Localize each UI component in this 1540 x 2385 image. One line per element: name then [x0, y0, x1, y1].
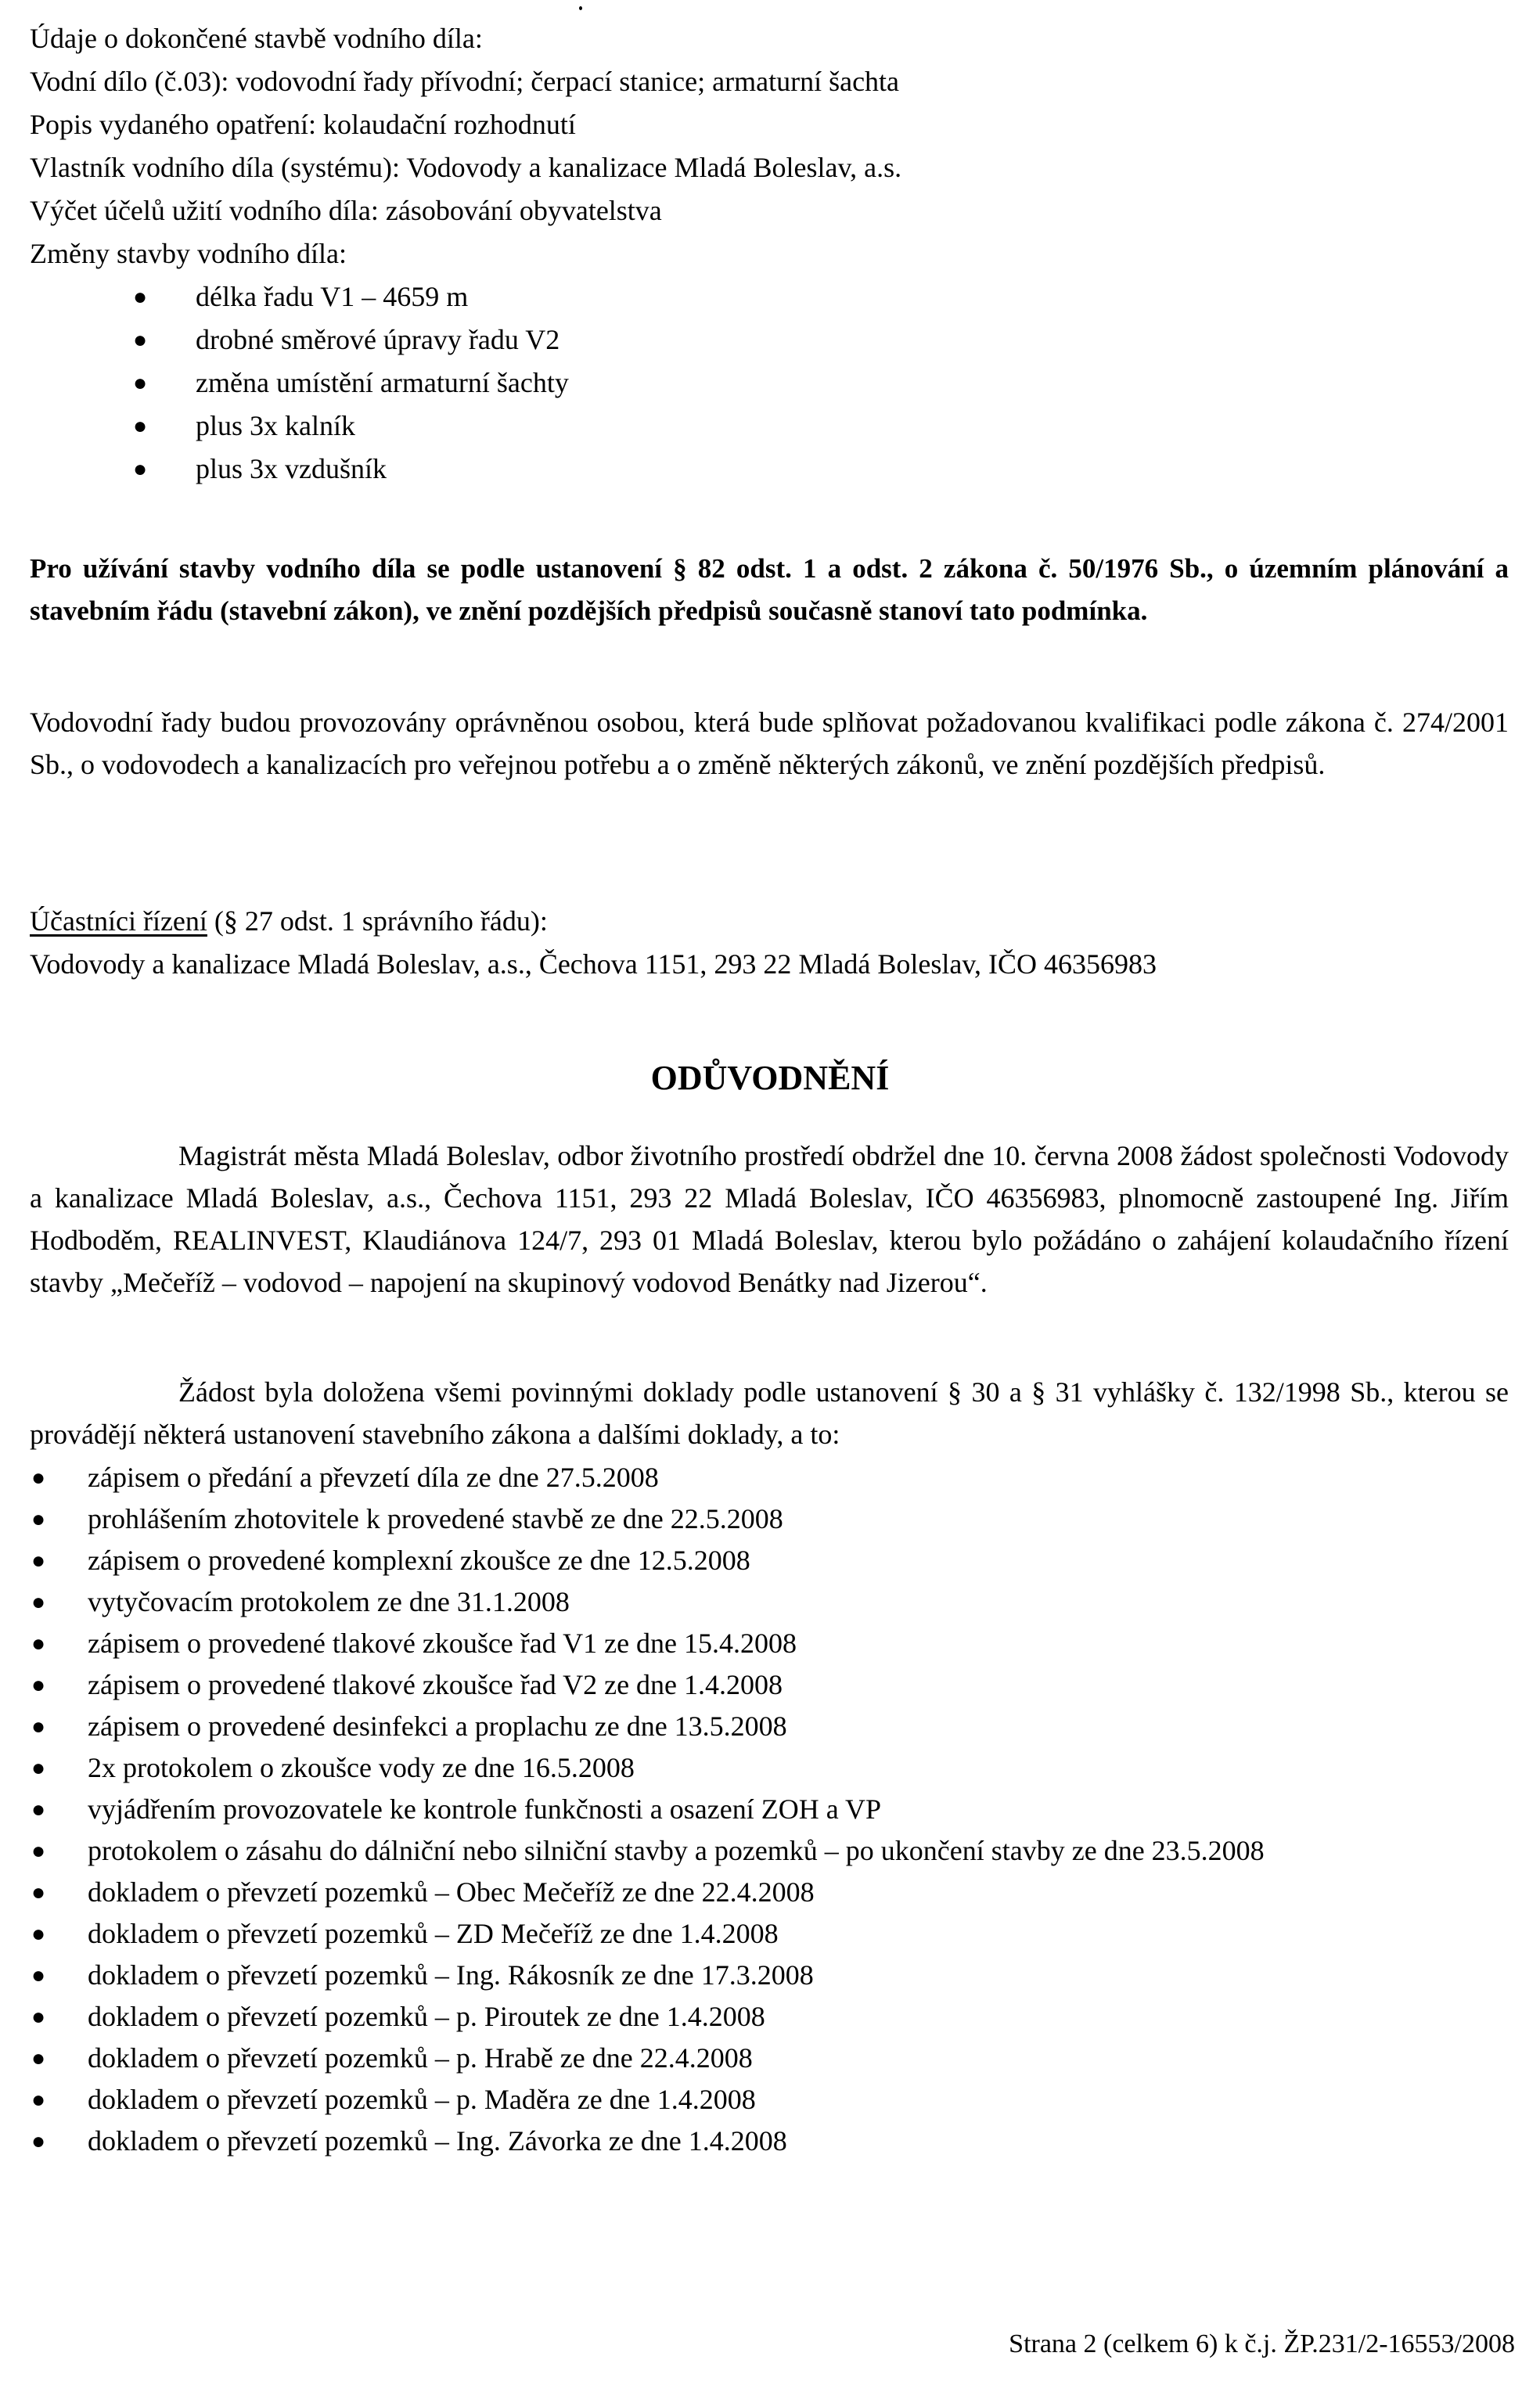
list-item: ● prohlášením zhotovitele k provedené stavbě ze dne 22.5.2008	[31, 1498, 1509, 1540]
list-item: ● vyjádřením provozovatele ke kontrole funkčnosti a osazení ZOH a VP	[31, 1789, 1509, 1830]
list-item: ● délka řadu V1 – 4659 m	[30, 275, 1509, 318]
info-owner: Vlastník vodního díla (systému): Vodovody a kanalizace Mladá Boleslav, a.s.	[30, 152, 902, 183]
list-item: ● zápisem o provedené komplexní zkoušce ze dne 12.5.2008	[31, 1540, 1509, 1581]
participants-value: Vodovody a kanalizace Mladá Boleslav, a.s., Čechova 1151, 293 22 Mladá Boleslav, IČO 46356983	[30, 948, 1157, 980]
bullet-icon: ●	[31, 1962, 46, 1988]
bullet-icon: ●	[31, 1838, 46, 1864]
info-purpose: Výčet účelů užití vodního díla: zásobování obyvatelstva	[30, 195, 662, 226]
list-item: ● 2x protokolem o zkoušce vody ze dne 16.5.2008	[31, 1747, 1509, 1789]
bullet-icon: ●	[31, 1548, 46, 1574]
bullet-icon: ●	[31, 1672, 46, 1698]
list-item: ● dokladem o převzetí pozemků – ZD Mečeříž ze dne 1.4.2008	[31, 1913, 1509, 1955]
participants	[30, 900, 1509, 986]
condition-text: Vodovodní řady budou provozovány oprávněnou osobou, která bude splňovat požadovanou kvalifikaci podle zákona č. 274/2001 Sb., o vodovodech a kanalizacích pro veřejnou potřebu a o změně některých zákonů, ve znění pozdějších předpisů.	[30, 707, 1509, 780]
condition-intro: Pro užívání stavby vodního díla se podle ustanovení § 82 odst. 1 a odst. 2 zákona č. 50/1976 Sb., o územním plánování a stavebním řádu (stavební zákon), ve znění pozdějších předpisů současně stanoví tato podmínka.	[30, 553, 1509, 626]
list-item: ● zápisem o provedené tlakové zkoušce řad V2 ze dne 1.4.2008	[31, 1664, 1509, 1706]
list-item: ● dokladem o převzetí pozemků – p. Hrabě ze dne 22.4.2008	[31, 2038, 1509, 2079]
bullet-icon: ●	[31, 1921, 46, 1947]
bullet-icon: ●	[133, 456, 148, 482]
bullet-icon: ●	[31, 2087, 46, 2113]
bullet-icon: ●	[31, 2045, 46, 2071]
list-item: ● dokladem o převzetí pozemků – p. Maděra ze dne 1.4.2008	[31, 2079, 1509, 2121]
list-item: ● plus 3x kalník	[30, 405, 1509, 448]
list-item: ● vytyčovacím protokolem ze dne 31.1.2008	[31, 1581, 1509, 1623]
info-water-work: Vodní dílo (č.03): vodovodní řady přívodní; čerpací stanice; armaturní šachta	[30, 66, 900, 97]
bullet-icon: ●	[133, 327, 148, 353]
bullet-icon: ●	[133, 284, 148, 310]
list-item: ● změna umístění armaturní šachty	[30, 362, 1509, 405]
list-item: ● dokladem o převzetí pozemků – p. Piroutek ze dne 1.4.2008	[31, 1996, 1509, 2038]
list-item: ● dokladem o převzetí pozemků – Ing. Rákosník ze dne 17.3.2008	[31, 1955, 1509, 1996]
documents-list	[31, 1457, 1509, 2162]
scan-speck	[579, 6, 582, 10]
bullet-icon: ●	[31, 2128, 46, 2154]
justification-paragraph-2: Žádost byla doložena všemi povinnými doklady podle ustanovení § 30 a § 31 vyhlášky č. 132/1998 Sb., kterou se provádějí některá ustanovení stavebního zákona a dalšími doklady, a to:	[30, 1376, 1509, 1450]
bullet-icon: ●	[31, 1755, 46, 1781]
list-item: ● zápisem o provedené tlakové zkoušce řad V1 ze dne 15.4.2008	[31, 1623, 1509, 1664]
bullet-icon: ●	[31, 2004, 46, 2030]
bullet-icon: ●	[31, 1714, 46, 1739]
bullet-icon: ●	[31, 1589, 46, 1615]
list-item: ● plus 3x vzdušník	[30, 448, 1509, 491]
info-title: Údaje o dokončené stavbě vodního díla:	[30, 23, 483, 54]
page-footer: Strana 2 (celkem 6) k č.j. ŽP.231/2-16553/2008	[1009, 2329, 1515, 2358]
changes-list	[30, 275, 1509, 491]
bullet-icon: ●	[31, 1465, 46, 1491]
list-item: ● zápisem o předání a převzetí díla ze dne 27.5.2008	[31, 1457, 1509, 1498]
participants-label: Účastníci řízení	[30, 905, 207, 937]
list-item: ● dokladem o převzetí pozemků – Ing. Závorka ze dne 1.4.2008	[31, 2121, 1509, 2162]
bullet-icon: ●	[31, 1797, 46, 1822]
bullet-icon: ●	[31, 1631, 46, 1657]
bullet-icon: ●	[31, 1880, 46, 1905]
bullet-icon: ●	[31, 1506, 46, 1532]
bullet-icon: ●	[133, 413, 148, 439]
participants-label-suffix: (§ 27 odst. 1 správního řádu):	[207, 905, 548, 937]
list-item: ● drobné směrové úpravy řadu V2	[30, 318, 1509, 362]
construction-info	[30, 17, 1509, 491]
bullet-icon: ●	[133, 370, 148, 396]
list-item: ● zápisem o provedené desinfekci a proplachu ze dne 13.5.2008	[31, 1706, 1509, 1747]
info-changes-label: Změny stavby vodního díla:	[30, 238, 347, 269]
list-item: ● dokladem o převzetí pozemků – Obec Mečeříž ze dne 22.4.2008	[31, 1872, 1509, 1913]
justification-heading: ODŮVODNĚNÍ	[650, 1059, 890, 1097]
info-measure: Popis vydaného opatření: kolaudační rozhodnutí	[30, 109, 576, 140]
documents-list-wrap	[31, 1457, 1509, 2162]
justification-paragraph-1: Magistrát města Mladá Boleslav, odbor životního prostředí obdržel dne 10. června 2008 žádost společnosti Vodovody a kanalizace Mladá Boleslav, a.s., Čechova 1151, 293 22 Mladá Boleslav, IČO 46356983, plnomocně zastoupené Ing. Jiřím Hodboděm, REALINVEST, Klaudiánova 124/7, 293 01 Mladá Boleslav, kterou bylo požádáno o zahájení kolaudačního řízení stavby „Mečeříž – vodovod – napojení na skupinový vodovod Benátky nad Jizerou“.	[30, 1140, 1509, 1298]
list-item: ● protokolem o zásahu do dálniční nebo silniční stavby a pozemků – po ukončení stavby ze dne 23.5.2008	[31, 1830, 1509, 1872]
